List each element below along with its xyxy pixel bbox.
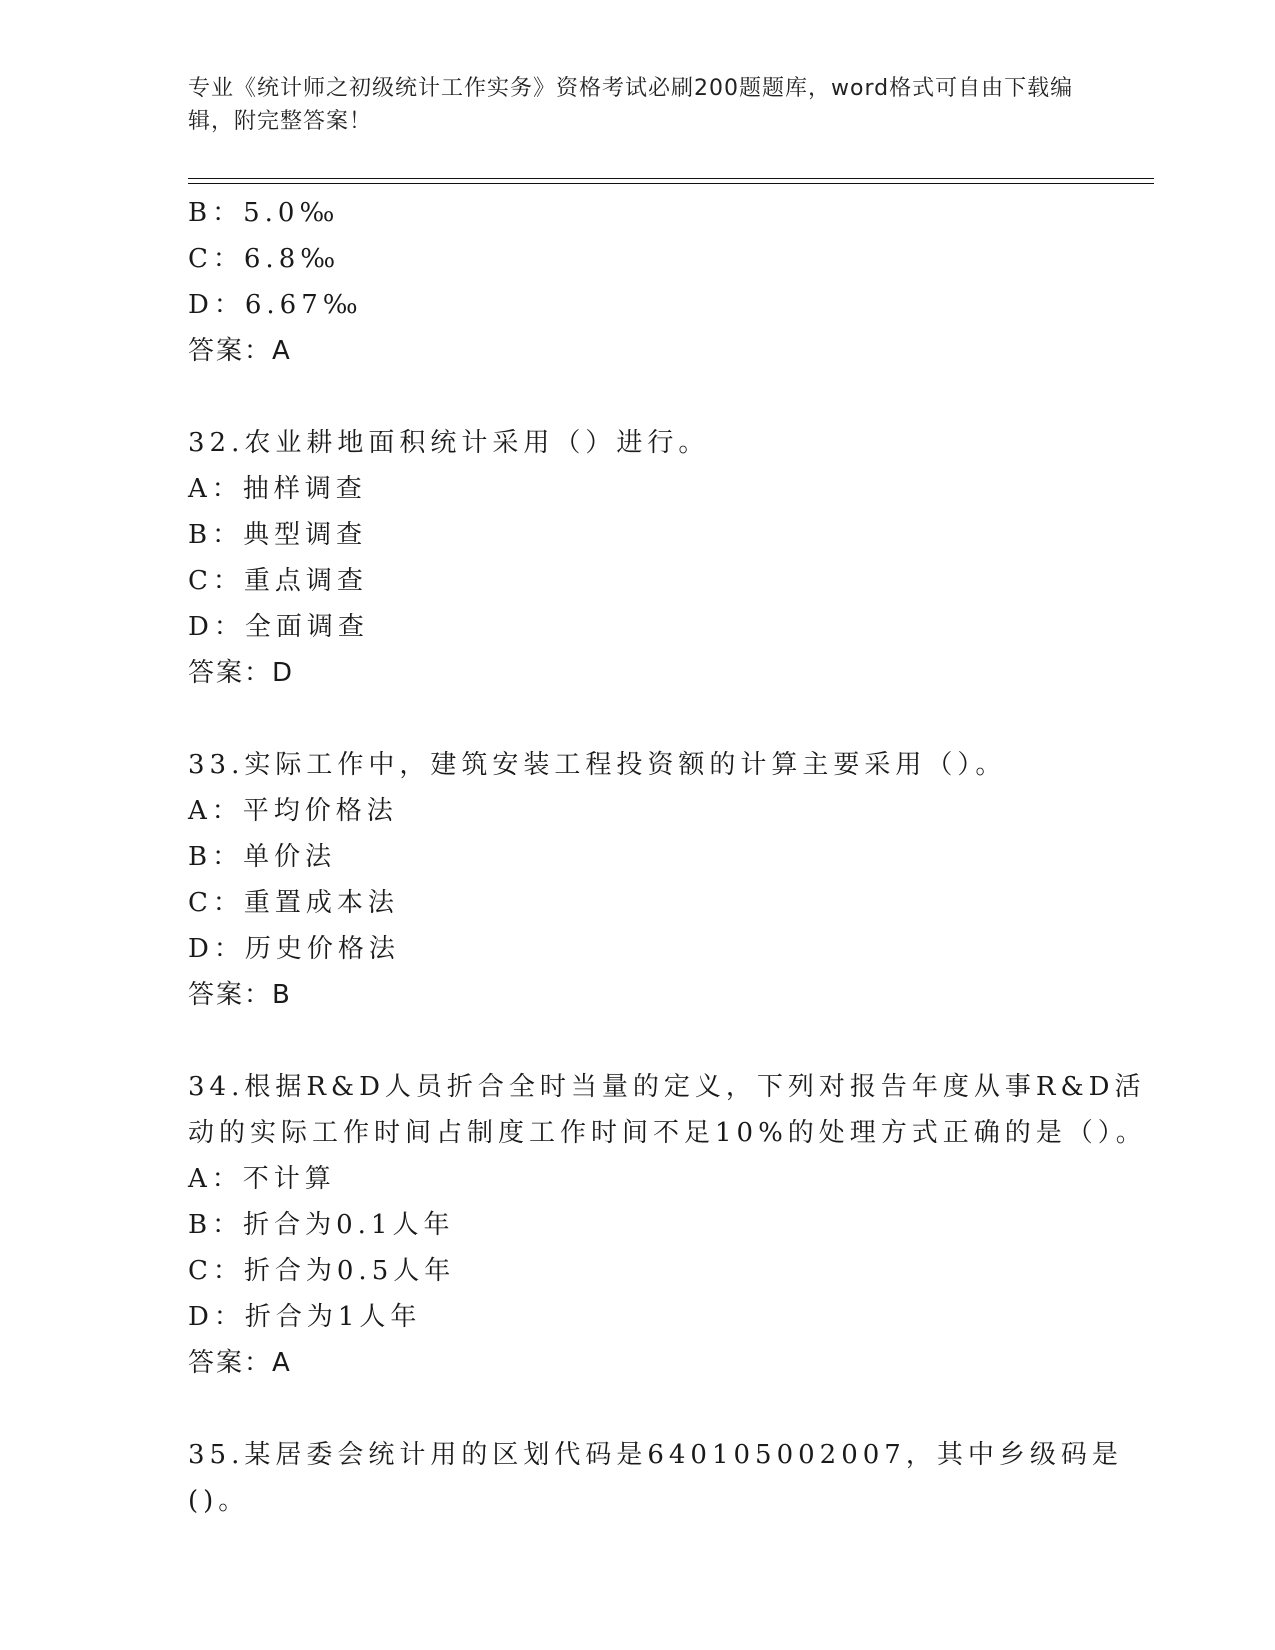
- question-stem: 32.农业耕地面积统计采用（）进行。: [188, 428, 710, 458]
- question-35: [188, 1432, 1148, 1524]
- option-c: C：重点调查: [188, 566, 368, 596]
- option-d: D：折合为1人年: [188, 1302, 422, 1332]
- question-31-tail: [188, 190, 1148, 374]
- option-c: C：6.8‰: [188, 244, 341, 274]
- option-a: A：平均价格法: [188, 796, 398, 826]
- header-title: 专业《统计师之初级统计工作实务》资格考试必刷200题题库，word格式可自由下载编辑，附完整答案！: [188, 76, 1074, 134]
- answer: 答案：B: [188, 980, 292, 1010]
- question-stem: 35.某居委会统计用的区划代码是640105002007，其中乡级码是()。: [188, 1440, 1123, 1516]
- option-b: B：5.0‰: [188, 198, 340, 228]
- header-rule-bottom: [188, 183, 1154, 184]
- answer: 答案：D: [188, 658, 295, 688]
- answer: 答案：A: [188, 336, 292, 366]
- question-stem: 34.根据R&D人员折合全时当量的定义，下列对报告年度从事R&D活动的实际工作时间占制度工作时间不足10%的处理方式正确的是（）。: [188, 1072, 1147, 1148]
- option-b: B：典型调查: [188, 520, 368, 550]
- option-d: D：全面调查: [188, 612, 369, 642]
- header-rule-top: [188, 178, 1154, 179]
- question-32: [188, 420, 1148, 696]
- option-a: A：不计算: [188, 1164, 336, 1194]
- question-34: [188, 1064, 1148, 1386]
- option-d: D：历史价格法: [188, 934, 400, 964]
- option-c: C：重置成本法: [188, 888, 399, 918]
- document-header: [188, 72, 1088, 138]
- option-c: C：折合为0.5人年: [188, 1256, 456, 1286]
- option-a: A：抽样调查: [188, 474, 367, 504]
- question-33: [188, 742, 1148, 1018]
- option-b: B：折合为0.1人年: [188, 1210, 455, 1240]
- question-stem: 33.实际工作中，建筑安装工程投资额的计算主要采用（）。: [188, 750, 1007, 780]
- option-d: D：6.67‰: [188, 290, 363, 320]
- question-list: [188, 190, 1148, 1524]
- answer: 答案：A: [188, 1348, 292, 1378]
- option-b: B：单价法: [188, 842, 337, 872]
